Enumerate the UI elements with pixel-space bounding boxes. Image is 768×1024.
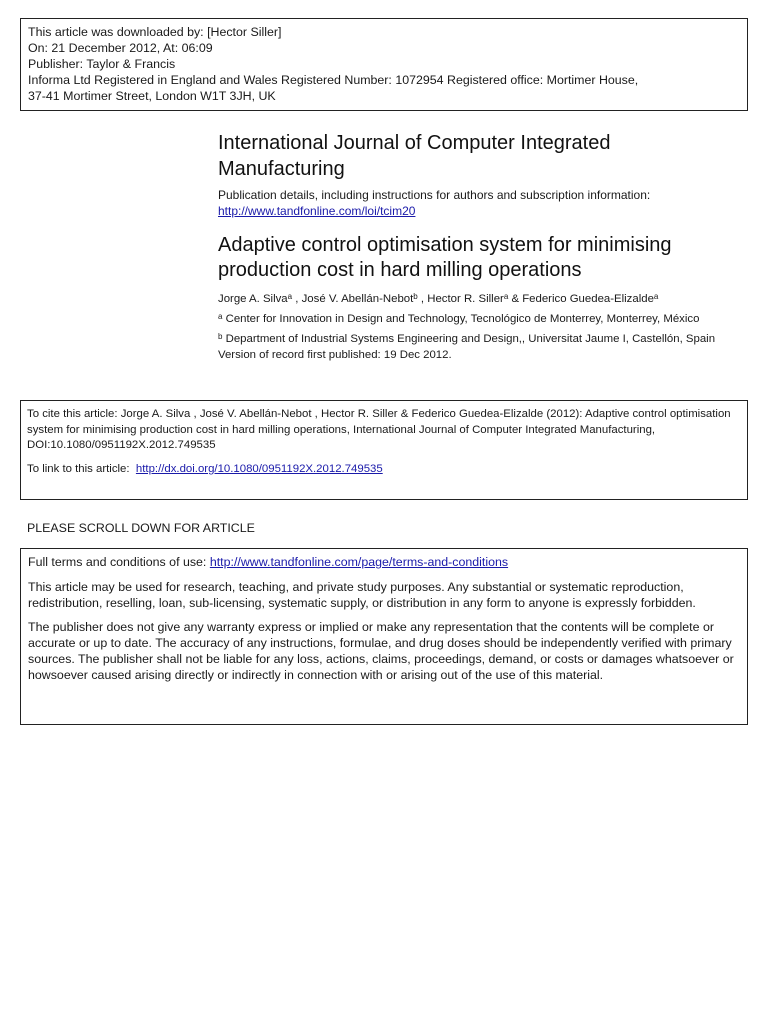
downloaded-by-line: This article was downloaded by: [Hector Siller] (28, 25, 282, 39)
terms-link-line (28, 555, 740, 571)
affiliation-mark: b (218, 332, 223, 341)
terms-paragraph-usage: This article may be used for research, teaching, and private study purposes. Any substantial or systematic reproduction, redistribution, reselling, loan, sub-licensing, systematic supply, or distribution in any form to anyone is expressly forbidden. (28, 579, 696, 610)
author-affiliation-mark: b (413, 292, 418, 301)
author-list (218, 291, 738, 307)
download-date-line: On: 21 December 2012, At: 06:09 (28, 41, 213, 55)
affiliation-mark: a (218, 312, 223, 321)
terms-paragraph-warranty: The publisher does not give any warranty express or implied or make any representation that the contents will be complete or accurate or up to date. The accuracy of any instructions, formulae, and drug doses should be independently verified with primary sources. The publisher shall not be liable for any loss, actions, claims, proceedings, demand, or costs or damages whatsoever or howsoever caused arising directly or indirectly in connection with or arising out of the use of this material. (28, 620, 734, 682)
publisher-line: Publisher: Taylor & Francis (28, 57, 176, 71)
author-affiliation-mark: a (653, 292, 659, 301)
article-link-line (27, 462, 741, 478)
affiliation-b (218, 331, 738, 347)
author-name: José V. Abellán-Nebot (301, 293, 414, 305)
citation-box (20, 400, 748, 500)
version-of-record: Version of record first published: 19 Dec 2012. (218, 349, 452, 361)
author-separator: & (508, 293, 523, 305)
registration-line-2: 37-41 Mortimer Street, London W1T 3JH, UK (28, 89, 276, 103)
article-header (218, 130, 738, 363)
terms-label: Full terms and conditions of use: (28, 555, 207, 569)
publication-details-text: Publication details, including instructions for authors and subscription information: (218, 188, 651, 202)
author-separator: , (292, 293, 302, 305)
affiliation-a (218, 311, 738, 327)
journal-url-link[interactable]: http://www.tandfonline.com/loi/tcim20 (218, 204, 416, 218)
affiliation-text: Center for Innovation in Design and Technology, Tecnológico de Monterrey, Monterrey, México (225, 313, 700, 325)
scroll-down-note: PLEASE SCROLL DOWN FOR ARTICLE (27, 521, 255, 535)
article-link-label: To link to this article: (27, 462, 130, 475)
author-name: Hector R. Siller (427, 293, 504, 305)
doi-link[interactable]: http://dx.doi.org/10.1080/0951192X.2012.749535 (135, 462, 383, 475)
author-separator: , (417, 293, 428, 305)
affiliation-text: Department of Industrial Systems Engineering and Design,, Universitat Jaume I, Castellón, Spain (225, 333, 716, 345)
download-notice-box (20, 18, 748, 111)
publication-details (218, 187, 738, 219)
registration-line-1: Informa Ltd Registered in England and Wales Registered Number: 1072954 Registered office: Mortimer House, (28, 73, 639, 87)
author-affiliation-mark: a (503, 292, 509, 301)
terms-box (20, 548, 748, 725)
article-title: Adaptive control optimisation system for minimising production cost in hard milling operations (218, 234, 672, 281)
journal-title: International Journal of Computer Integrated Manufacturing (218, 132, 611, 180)
citation-text: To cite this article: Jorge A. Silva , José V. Abellán-Nebot , Hector R. Siller & Federico Guedea-Elizalde (2012): Adaptive control optimisation system for minimising production cost in hard milling operations, International Journal of Computer Integrated Manufacturing, DOI:10.1080/0951192X.2012.749535 (27, 408, 731, 452)
terms-link[interactable]: http://www.tandfonline.com/page/terms-and-conditions (209, 555, 509, 569)
author-name: Jorge A. Silva (218, 293, 288, 305)
author-name: Federico Guedea-Elizalde (522, 293, 654, 305)
author-affiliation-mark: a (287, 292, 293, 301)
